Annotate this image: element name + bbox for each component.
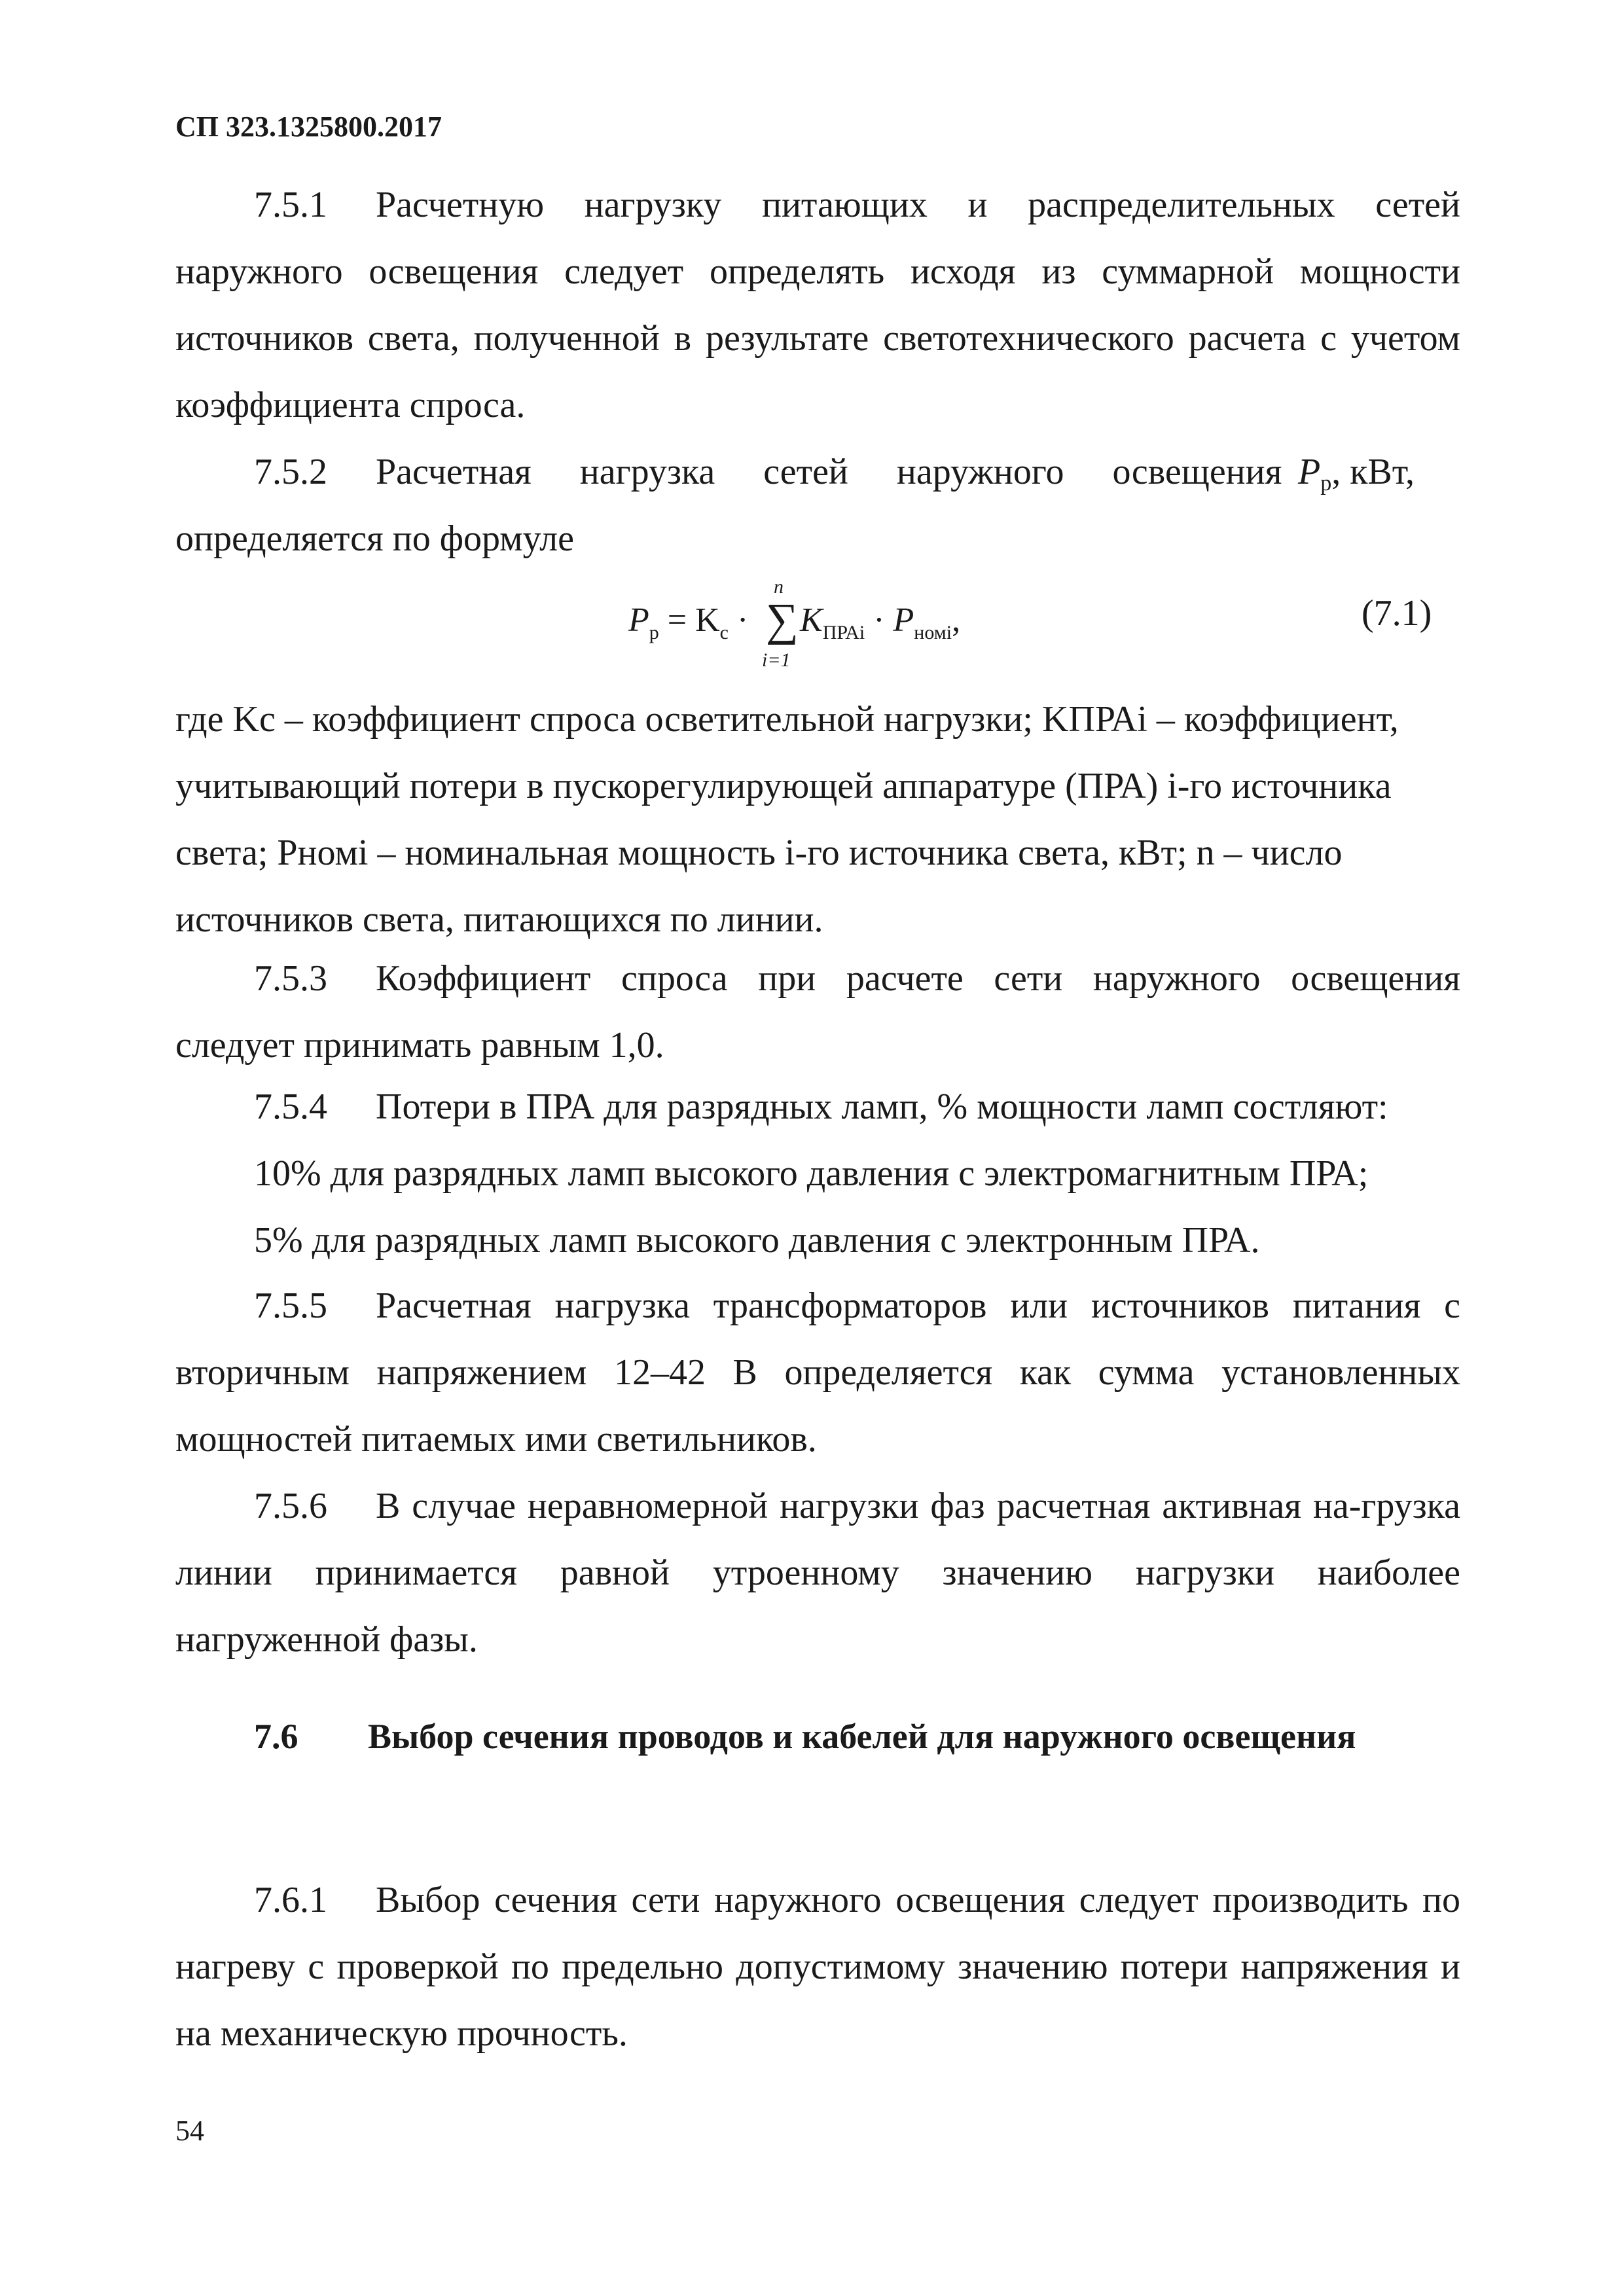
paragraph-7-5-6 <box>175 1473 1460 1673</box>
paragraph-number: 7.5.3 <box>254 958 327 999</box>
paragraph-7-5-1 <box>175 171 1460 439</box>
paragraph-text: Расчетную нагрузку питающих и распределительных сетей наружного освещения следует определять исходя из суммарной мощности источников света, полученной в результате светотехнического расчета с учетом коэффициента спроса. <box>175 185 1460 425</box>
paragraph-text: Потери в ПРА для разрядных ламп, % мощности ламп состляют: <box>376 1086 1388 1127</box>
paragraph-number: 7.6.1 <box>254 1880 327 1920</box>
paragraph-text: Выбор сечения сети наружного освещения следует производить по нагреву с проверкой по предельно допустимому значению потери напряжения и на механическую прочность. <box>175 1880 1460 2054</box>
paragraph-7-5-2-line2: определяется по формуле <box>175 518 574 559</box>
power-unit: , кВт, <box>1331 452 1415 492</box>
paragraph-number: 7.5.6 <box>254 1486 327 1526</box>
equation-number: (7.1) <box>1362 593 1432 634</box>
where-line-3: света; Pномi – номинальная мощность i-го источника света, кВт; n – число <box>175 833 1343 873</box>
paragraph-number: 7.5.1 <box>254 185 327 225</box>
formula-7-1: $P_р = K_с$ · n ∑ i=1 $K_{ПРАi} \cdot P_{номi}$, <box>628 576 961 671</box>
formula-equals: = K <box>667 601 720 639</box>
sum-upper-limit: n <box>774 576 784 598</box>
list-item-2: 5% для разрядных ламп высокого давления с электронным ПРА. <box>254 1220 1260 1261</box>
formula-symbol: P <box>628 601 649 639</box>
where-line-1: где Kс – коэффициент спроса осветительной нагрузки; KПРАi – коэффициент, <box>175 699 1399 740</box>
section-number: 7.6 <box>254 1717 298 1756</box>
formula-symbol: P <box>893 601 914 639</box>
paragraph-7-5-4 <box>254 1073 1388 1140</box>
paragraph-7-5-3 <box>175 945 1460 1079</box>
paragraph-7-5-2 <box>254 439 1460 505</box>
where-line-4: источников света, питающихся по линии. <box>175 899 823 940</box>
sum-lower-limit: i=1 <box>762 649 791 671</box>
section-title: Выбор сечения проводов и кабелей для наружного освещения <box>368 1717 1356 1756</box>
power-symbol: P <box>1298 452 1321 492</box>
formula-symbol: K <box>800 601 823 639</box>
page-number: 54 <box>175 2115 204 2147</box>
where-line-2: учитывающий потери в пускорегулирующей аппаратуре (ПРА) i-го источника <box>175 766 1392 806</box>
paragraph-text: Расчетная нагрузка трансформаторов или источников питания с вторичным напряжением 12–42 В определяется как сумма установленных мощностей питаемых ими светильников. <box>175 1285 1460 1460</box>
paragraph-text: Расчетная нагрузка сетей наружного освещения <box>376 452 1282 492</box>
paragraph-number: 7.5.2 <box>254 452 327 492</box>
paragraph-text: В случае неравномерной нагрузки фаз расчетная активная на-грузка линии принимается равной утроенному значению нагрузки наиболее нагруженной фазы. <box>175 1486 1460 1660</box>
paragraph-text: Коэффициент спроса при расчете сети наружного освещения следует принимать равным 1,0. <box>175 958 1460 1066</box>
paragraph-7-5-5 <box>175 1272 1460 1473</box>
paragraph-number: 7.5.4 <box>254 1086 327 1127</box>
list-item-1: 10% для разрядных ламп высокого давления с электромагнитным ПРА; <box>254 1153 1369 1194</box>
sum-symbol: ∑ <box>766 595 799 645</box>
paragraph-7-6-1 <box>175 1867 1460 2067</box>
document-code-header: СП 323.1325800.2017 <box>175 111 442 143</box>
power-subscript: р <box>1320 471 1332 495</box>
paragraph-number: 7.5.5 <box>254 1285 327 1326</box>
